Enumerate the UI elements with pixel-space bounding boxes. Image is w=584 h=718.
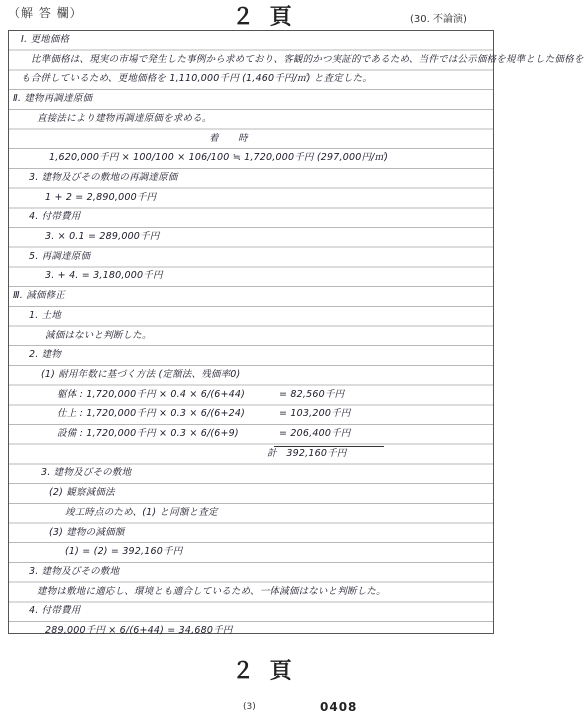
answer-text: 比準価格は、現実の市場で発生した事例から求めており、客観的かつ実証的であるため、当件では公示価格を規準とした価格を: [31, 53, 584, 65]
answer-text: 3. 建物及びその敷地の再調達原価: [29, 171, 178, 183]
answer-text: 2. 建物: [29, 349, 62, 361]
answer-text: (2) 観察減価法: [49, 487, 115, 499]
page-title: ２ 頁: [232, 5, 296, 30]
footer-page-number: (3): [243, 702, 256, 712]
answer-text: 着 時: [209, 132, 248, 144]
answer-text: = 82,560千円: [279, 388, 345, 400]
answer-text: = 103,200千円: [279, 408, 351, 420]
header-note: (30. 不論演): [410, 14, 467, 25]
answer-text: 計 392,160千円: [267, 447, 347, 459]
answer-sheet-label: （解 答 欄）: [8, 6, 83, 20]
answer-text: 3. × 0.1 = 289,000千円: [45, 231, 160, 242]
answer-text: 躯体 : 1,720,000千円 × 0.4 × 6/(6+44): [57, 388, 246, 400]
footer-page-title: ２ 頁: [232, 659, 296, 684]
footer-code: 0408: [320, 700, 358, 714]
answer-text: 4. 付帯費用: [29, 605, 81, 617]
answer-text: = 206,400千円: [279, 428, 351, 439]
answer-text: 減価はないと判断した。: [45, 329, 152, 341]
answer-text: 5. 再調達原価: [29, 250, 91, 262]
total-rule: [274, 446, 384, 447]
answer-text: 設備 : 1,720,000千円 × 0.3 × 6/(6+9): [57, 428, 239, 439]
answer-text: 竣工時点のため、(1) と同額と査定: [65, 506, 218, 518]
answer-text: 1,620,000千円 × 100/100 × 106/100 ≒ 1,720,000千円 (297,000円/㎡): [49, 152, 389, 164]
answer-text: 289,000千円 × 6/(6+44) = 34,680千円: [45, 625, 233, 636]
answer-text: (1) = (2) = 392,160千円: [65, 546, 183, 558]
answer-text: 4. 付帯費用: [29, 211, 81, 223]
answer-text: 仕上 : 1,720,000千円 × 0.3 × 6/(6+24): [57, 408, 246, 420]
answer-text: 3. + 4. = 3,180,000千円: [45, 270, 163, 282]
answer-text: (1) 耐用年数に基づく方法 (定額法、残価率0): [41, 368, 241, 380]
answer-text: (3) 建物の減価額: [49, 526, 125, 538]
answer-text: 1 + 2 = 2,890,000千円: [45, 191, 157, 203]
answer-sheet: [8, 30, 584, 636]
answer-text: 直接法により建物再調達原価を求める。: [37, 112, 212, 124]
answer-text: Ⅲ. 減価修正: [13, 290, 65, 302]
answer-text: も合併しているため、更地価格を 1,110,000千円 (1,460千円/㎡) と査定した。: [21, 73, 373, 85]
answer-text: 1. 土地: [29, 309, 62, 321]
answer-text: Ⅱ. 建物再調達原価: [13, 93, 93, 105]
answer-text: 3. 建物及びその敷地: [41, 467, 132, 479]
answer-text: 3. 建物及びその敷地: [29, 565, 120, 577]
answer-text: 建物は敷地に適応し、環境とも適合しているため、一体減価はないと判断した。: [37, 585, 386, 597]
answer-text: Ⅰ. 更地価格: [21, 34, 70, 45]
